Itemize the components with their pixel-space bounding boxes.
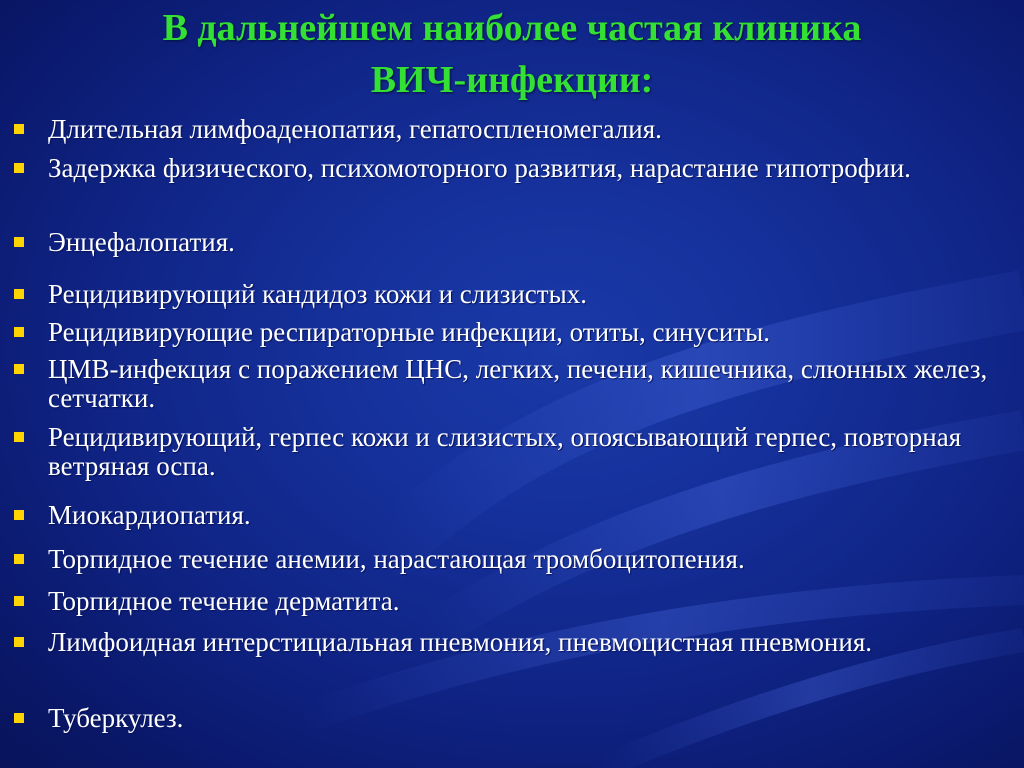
- list-item: [14, 355, 999, 413]
- list-item-text: Длительная лимфоаденопатия, гепатоспленомегалия.: [48, 114, 662, 144]
- square-bullet-icon: [14, 289, 24, 299]
- list-item: [14, 115, 999, 144]
- list-item-text: Энцефалопатия.: [48, 227, 235, 257]
- list-item: [14, 501, 999, 530]
- square-bullet-icon: [14, 163, 24, 173]
- list-item: [14, 423, 999, 481]
- list-item: [14, 318, 999, 347]
- list-item-text: Рецидивирующие респираторные инфекции, отиты, синуситы.: [48, 317, 770, 347]
- slide-title-line-1: В дальнейшем наиболее частая клиника: [162, 7, 862, 49]
- list-item-text: Торпидное течение анемии, нарастающая тромбоцитопения.: [48, 544, 745, 574]
- list-item: [14, 704, 999, 733]
- list-item-text: Рецидивирующий кандидоз кожи и слизистых.: [48, 279, 587, 309]
- square-bullet-icon: [14, 432, 24, 442]
- square-bullet-icon: [14, 596, 24, 606]
- square-bullet-icon: [14, 637, 24, 647]
- square-bullet-icon: [14, 237, 24, 247]
- list-item-text: Лимфоидная интерстициальная пневмония, пневмоцистная пневмония.: [48, 627, 872, 657]
- list-item-text: ЦМВ-инфекция с поражением ЦНС, легких, печени, кишечника, слюнных желез, сетчатки.: [48, 354, 988, 413]
- slide-title-line-2: ВИЧ-инфекции:: [370, 59, 654, 101]
- list-item-text: Туберкулез.: [48, 703, 184, 733]
- list-item-text: Торпидное течение дерматита.: [48, 586, 400, 616]
- list-item-text: Задержка физического, психомоторного развития, нарастание гипотрофии.: [48, 153, 911, 183]
- square-bullet-icon: [14, 554, 24, 564]
- list-item: [14, 628, 999, 657]
- list-item: [14, 587, 999, 616]
- list-item: [14, 154, 999, 183]
- square-bullet-icon: [14, 327, 24, 337]
- square-bullet-icon: [14, 713, 24, 723]
- list-item: [14, 228, 999, 257]
- square-bullet-icon: [14, 364, 24, 374]
- list-item: [14, 545, 999, 574]
- list-item: [14, 280, 999, 309]
- square-bullet-icon: [14, 124, 24, 134]
- list-item-text: Миокардиопатия.: [48, 500, 251, 530]
- list-item-text: Рецидивирующий, герпес кожи и слизистых, опоясывающий герпес, повторная ветряная оспа.: [48, 422, 962, 481]
- square-bullet-icon: [14, 510, 24, 520]
